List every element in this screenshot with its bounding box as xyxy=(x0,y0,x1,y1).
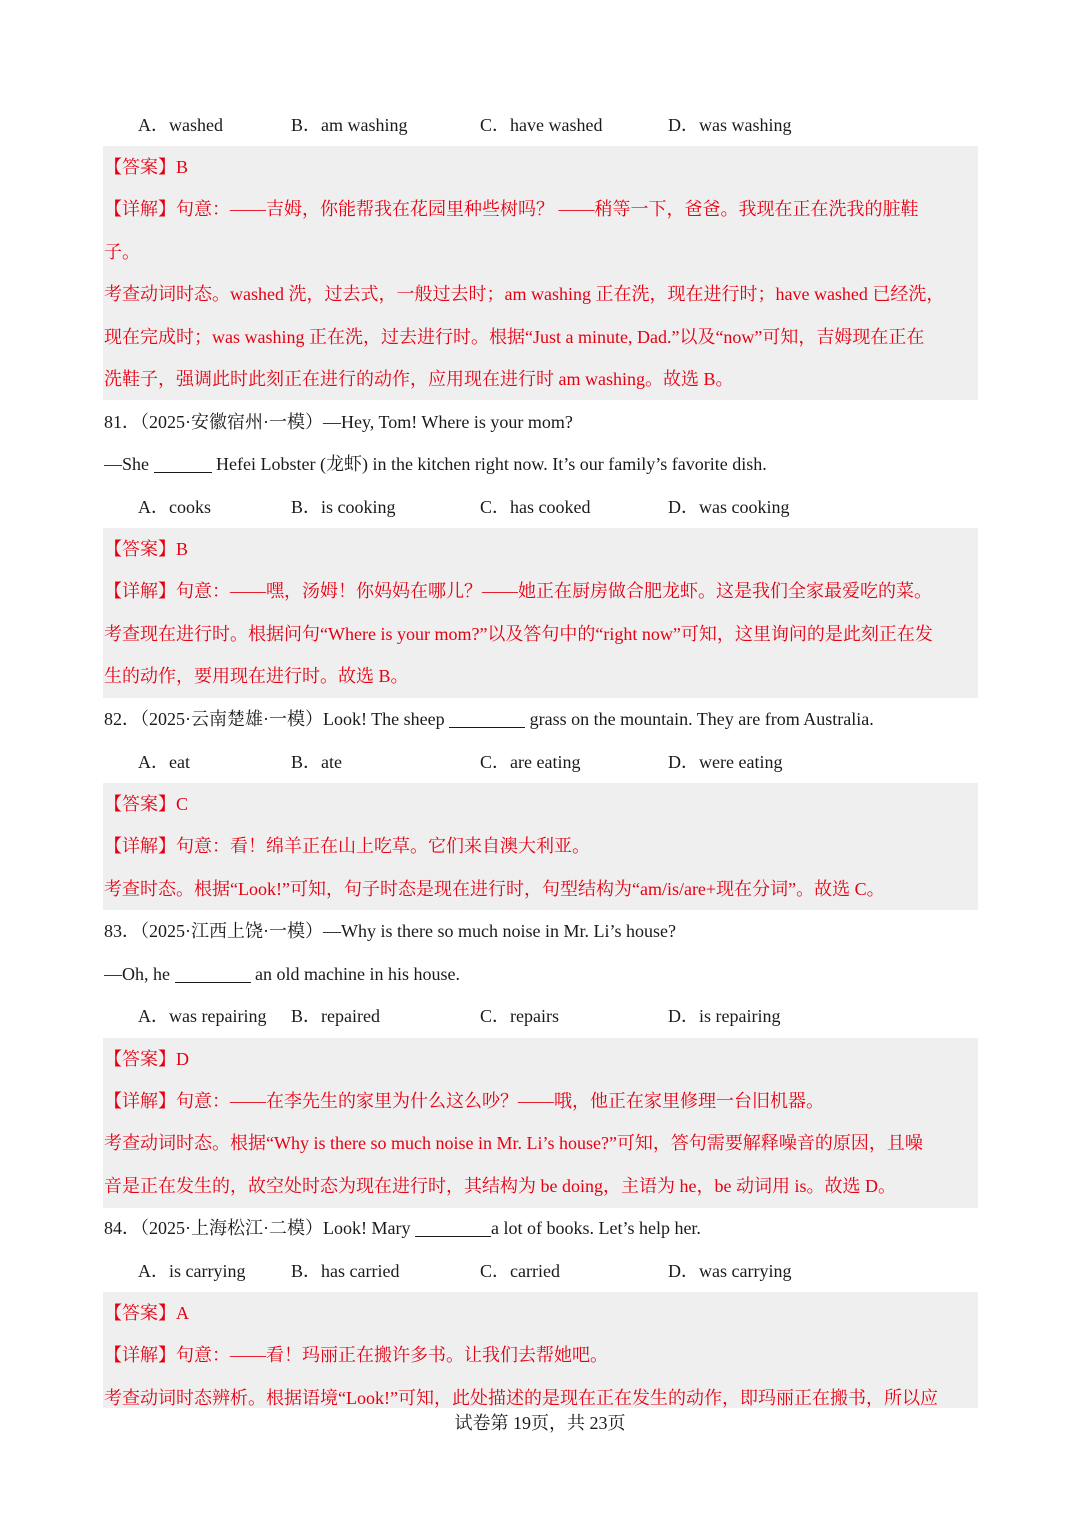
question-stem xyxy=(104,957,976,991)
question-stem xyxy=(104,447,976,481)
option-b: B．repaired xyxy=(291,1006,380,1026)
answer-label: 【答案】D xyxy=(104,1049,189,1069)
analysis-text: 生的动作，要用现在进行时。故选 B。 xyxy=(104,666,409,686)
option-a: A．cooks xyxy=(138,497,211,517)
option-c: C．repairs xyxy=(480,1006,559,1026)
option-b: B．has carried xyxy=(291,1261,400,1281)
option-c: C．has cooked xyxy=(480,497,591,517)
options-row xyxy=(104,745,976,779)
option-b: B．ate xyxy=(291,752,342,772)
question-stem: 83．（2025·江西上饶·一模）—Why is there so much noise in Mr. Li’s house? xyxy=(104,921,676,941)
stem-text: an old machine in his house. xyxy=(255,964,460,984)
page-footer: 试卷第 19页，共 23页 xyxy=(454,1413,626,1433)
analysis-text: 考查动词时态辨析。根据语境“Look!”可知，此处描述的是现在正在发生的动作，即玛丽正在搬书，所以应 xyxy=(104,1388,938,1408)
analysis-text: 音是正在发生的，故空处时态为现在进行时，其结构为 be doing，主语为 he，be 动词用 is。故选 D。 xyxy=(104,1176,896,1196)
analysis-text: 考查动词时态。根据“Why is there so much noise in Mr. Li’s house?”可知，答句需要解释噪音的原因，且噪 xyxy=(104,1133,923,1153)
option-c: C．carried xyxy=(480,1261,560,1281)
answer-label: 【答案】B xyxy=(104,157,189,177)
analysis-text: 考查现在进行时。根据问句“Where is your mom?”以及答句中的“right now”可知，这里询问的是此刻正在发 xyxy=(104,624,933,644)
detail-text: 子。 xyxy=(104,242,140,262)
detail-text: 【详解】句意：——吉姆，你能帮我在花园里种些树吗？ ——稍等一下，爸爸。我现在正在洗我的脏鞋 xyxy=(104,199,919,219)
options-row xyxy=(104,490,976,524)
stem-text: —Oh, he xyxy=(104,964,170,984)
answer-label: 【答案】A xyxy=(104,1303,189,1323)
detail-text: 【详解】句意：——看！玛丽正在搬许多书。让我们去帮她吧。 xyxy=(104,1345,608,1365)
option-a: A．was repairing xyxy=(138,1006,267,1026)
answer-blank xyxy=(449,709,525,728)
option-a: A．eat xyxy=(138,752,190,772)
options-row xyxy=(104,108,976,142)
stem-text: 82．（2025·云南楚雄·一模）Look! The sheep xyxy=(104,709,445,729)
option-a: A．is carrying xyxy=(138,1261,246,1281)
answer-blank xyxy=(175,964,251,983)
option-c: C．have washed xyxy=(480,115,603,135)
option-d: D．was cooking xyxy=(668,497,790,517)
answer-blank xyxy=(154,454,212,473)
stem-text: a lot of books. Let’s help her. xyxy=(490,1218,701,1238)
question-stem xyxy=(104,702,976,736)
answer-label: 【答案】B xyxy=(104,539,189,559)
question-stem: 81．（2025·安徽宿州·一模）—Hey, Tom! Where is your mom? xyxy=(104,412,573,432)
analysis-text: 洗鞋子，强调此时此刻正在进行的动作，应用现在进行时 am washing。故选 B。 xyxy=(104,369,734,389)
option-b: B．is cooking xyxy=(291,497,396,517)
answer-blank xyxy=(415,1218,491,1237)
stem-text: Hefei Lobster (龙虾) in the kitchen right now. It’s our family’s favorite dish. xyxy=(216,454,767,474)
option-d: D．was washing xyxy=(668,115,792,135)
detail-text: 【详解】句意：——嘿，汤姆！你妈妈在哪儿？——她正在厨房做合肥龙虾。这是我们全家最爱吃的菜。 xyxy=(104,581,932,601)
stem-text: grass on the mountain. They are from Australia. xyxy=(529,709,874,729)
detail-text: 【详解】句意：看！绵羊正在山上吃草。它们来自澳大利亚。 xyxy=(104,836,590,856)
options-row xyxy=(104,999,976,1033)
option-a: A．washed xyxy=(138,115,223,135)
stem-text: 84．（2025·上海松江·二模）Look! Mary xyxy=(104,1218,411,1238)
option-d: D．were eating xyxy=(668,752,783,772)
options-row xyxy=(104,1254,976,1288)
option-b: B．am washing xyxy=(291,115,408,135)
analysis-text: 考查时态。根据“Look!”可知，句子时态是现在进行时，句型结构为“am/is/are+现在分词”。故选 C。 xyxy=(104,879,885,899)
detail-text: 【详解】句意：——在李先生的家里为什么这么吵？——哦，他正在家里修理一台旧机器。 xyxy=(104,1091,824,1111)
analysis-text: 考查动词时态。washed 洗，过去式，一般过去时；am washing 正在洗，现在进行时；have washed 已经洗， xyxy=(104,284,945,304)
question-stem xyxy=(104,1211,976,1245)
stem-text: —She xyxy=(104,454,149,474)
option-d: D．was carrying xyxy=(668,1261,792,1281)
analysis-text: 现在完成时；was washing 正在洗，过去进行时。根据“Just a minute, Dad.”以及“now”可知，吉姆现在正在 xyxy=(104,327,925,347)
option-c: C．are eating xyxy=(480,752,581,772)
answer-label: 【答案】C xyxy=(104,794,189,814)
option-d: D．is repairing xyxy=(668,1006,781,1026)
